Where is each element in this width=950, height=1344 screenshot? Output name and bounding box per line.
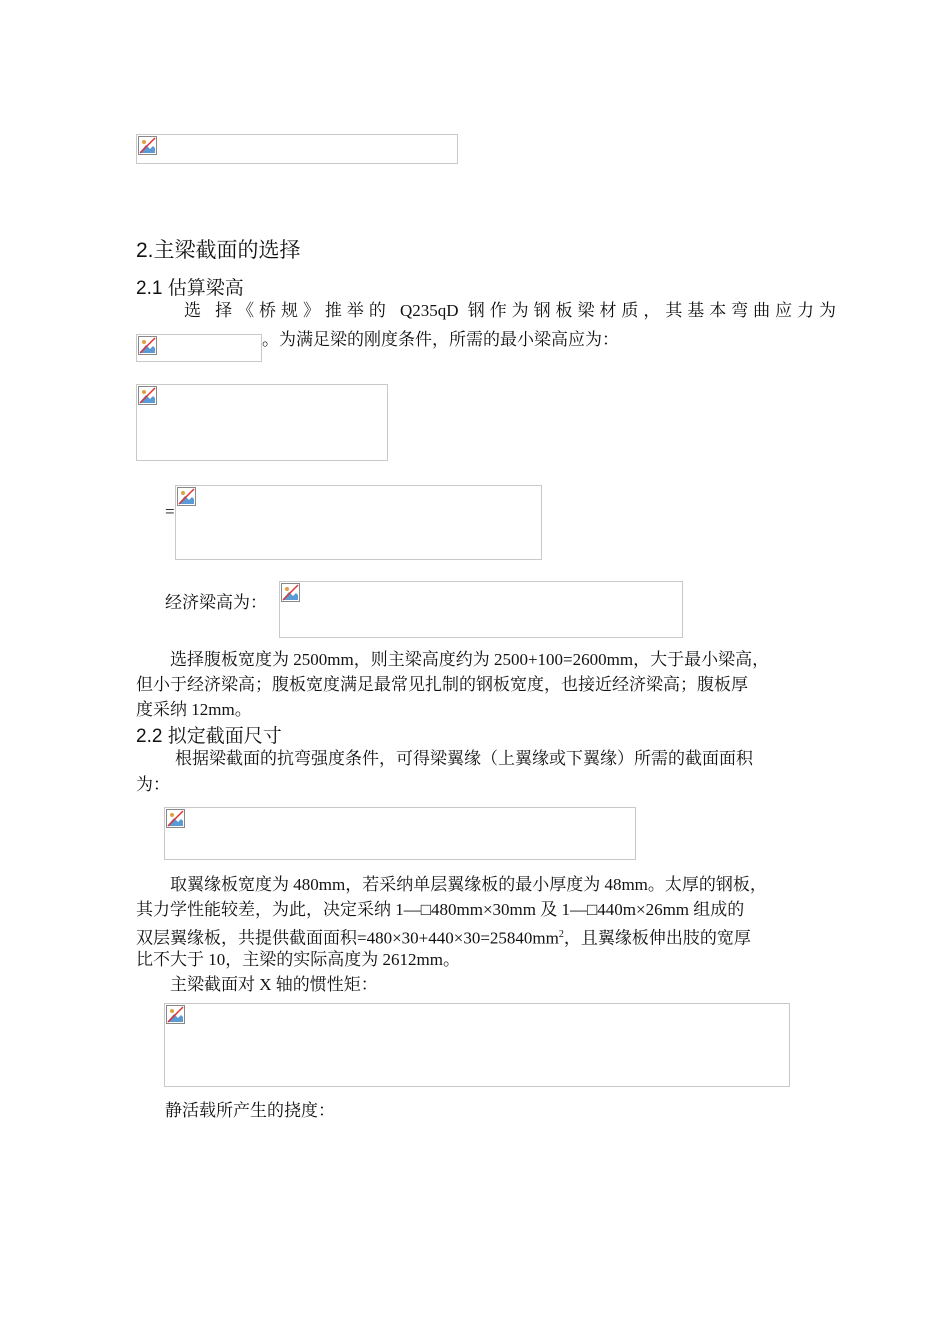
paragraph-line: 取翼缘板宽度为 480mm，若采纳单层翼缘板的最小厚度为 48mm。太厚的钢板， bbox=[170, 875, 767, 894]
paragraph-line: 静活载所产生的挠度： bbox=[165, 1101, 335, 1120]
broken-image-icon bbox=[138, 336, 157, 355]
paragraph-line: 度采纳 12mm。 bbox=[136, 700, 252, 719]
formula-image-inertia bbox=[164, 1003, 790, 1087]
formula-image-min-height-value bbox=[175, 485, 542, 560]
broken-image-icon bbox=[138, 136, 157, 155]
paragraph-line: 选 择《桥规》推举的 Q235qD 钢作为钢板梁材质，其基本弯曲应力为 bbox=[184, 301, 836, 320]
paragraph-line: 为： bbox=[136, 775, 170, 794]
formula-image-min-height bbox=[136, 384, 388, 461]
broken-image-icon bbox=[281, 583, 300, 602]
paragraph-line: 选择腹板宽度为 2500mm，则主梁高度约为 2500+100=2600mm，大于最小梁高， bbox=[170, 650, 770, 669]
formula-image-economic-height bbox=[279, 581, 683, 638]
broken-image-icon bbox=[166, 1005, 185, 1024]
text-run: 双层翼缘板，共提供截面面积=480×30+440×30=25840mm bbox=[136, 928, 559, 948]
section-heading-2-1: 2.1 估算梁高 bbox=[136, 278, 244, 299]
section-heading-2: 2.主梁截面的选择 bbox=[136, 239, 301, 262]
paragraph-line: 其力学性能较差，为此，决定采纳 1—□480mm×30mm 及 1—□440m×26mm 组成的 bbox=[136, 900, 745, 919]
superscript: 2 bbox=[558, 929, 564, 940]
paragraph-line: 但小于经济梁高；腹板宽度满足最常见扎制的钢板宽度，也接近经济梁高；腹板厚 bbox=[136, 675, 748, 694]
broken-image-icon bbox=[166, 809, 185, 828]
paragraph-line: 比不大于 10，主梁的实际高度为 2612mm。 bbox=[136, 950, 460, 969]
broken-image-icon bbox=[138, 386, 157, 405]
equals-sign: = bbox=[165, 502, 175, 521]
paragraph-line: 主梁截面对 X 轴的惯性矩： bbox=[170, 975, 378, 994]
paragraph-line: 根据梁截面的抗弯强度条件，可得梁翼缘（上翼缘或下翼缘）所需的截面面积 bbox=[175, 749, 753, 768]
economic-height-label: 经济梁高为： bbox=[165, 593, 267, 612]
paragraph-line: 。为满足梁的刚度条件，所需的最小梁高应为： bbox=[262, 330, 619, 349]
formula-image-flange-area bbox=[164, 807, 636, 860]
formula-image-top bbox=[136, 134, 458, 164]
formula-image-stress bbox=[136, 334, 262, 362]
broken-image-icon bbox=[177, 487, 196, 506]
section-heading-2-2: 2.2 拟定截面尺寸 bbox=[136, 726, 282, 747]
text-run: ，且翼缘板伸出肢的宽厚 bbox=[563, 928, 751, 948]
